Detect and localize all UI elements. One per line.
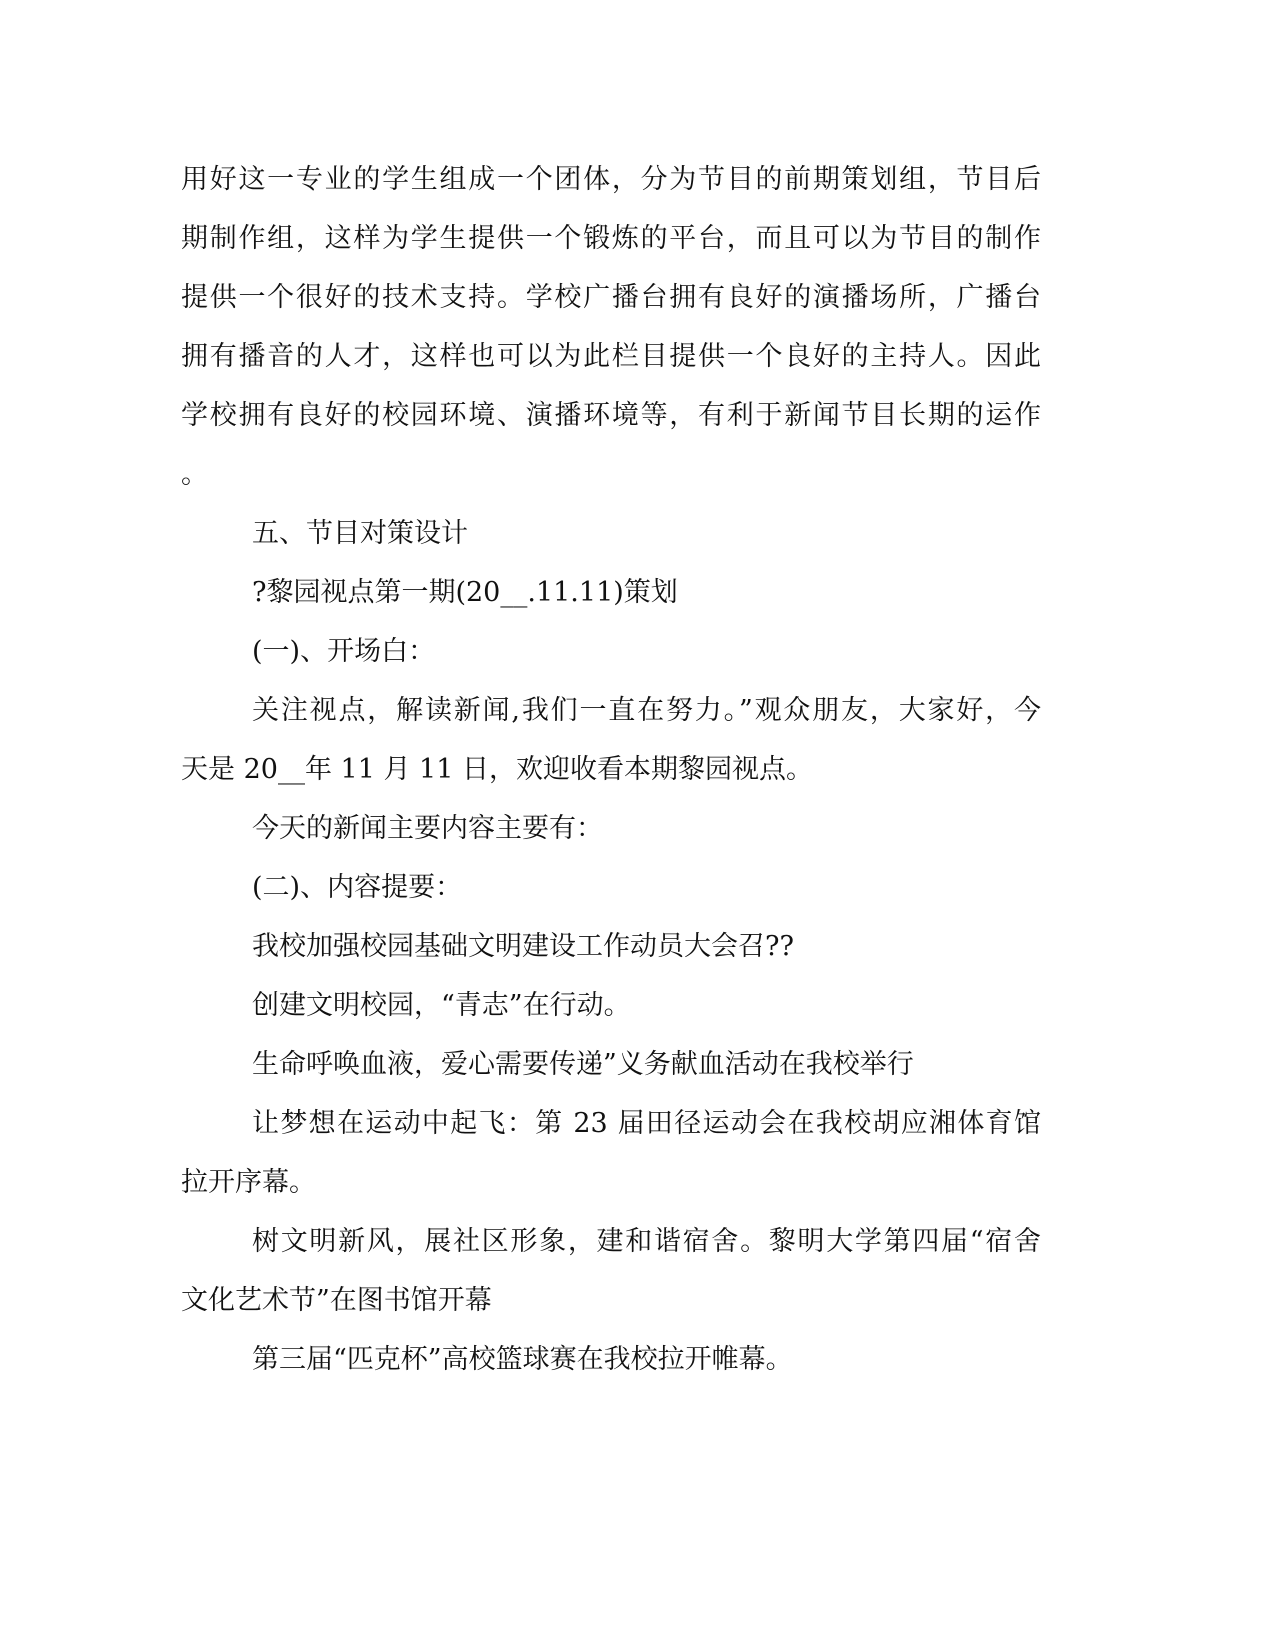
paragraph-line: 期制作组，这样为学生提供一个锻炼的平台，而且可以为节目的制作 — [181, 223, 1041, 254]
opening-text-line: 天是 20__年 11 月 11 日，欢迎收看本期黎园视点。 — [181, 754, 813, 785]
plan-title: ?黎园视点第一期(20__.11.11)策划 — [252, 577, 678, 608]
news-item-continuation: 拉开序幕。 — [181, 1167, 316, 1198]
section-heading: 五、节目对策设计 — [252, 518, 468, 549]
paragraph-line: 。 — [181, 459, 208, 490]
news-item: 树文明新风，展社区形象，建和谐宿舍。黎明大学第四届“宿舍 — [252, 1226, 1041, 1257]
paragraph-line: 拥有播音的人才，这样也可以为此栏目提供一个良好的主持人。因此 — [181, 341, 1041, 372]
news-item: 让梦想在运动中起飞：第 23 届田径运动会在我校胡应湘体育馆 — [252, 1108, 1041, 1139]
news-item: 第三届“匹克杯”高校篮球赛在我校拉开帷幕。 — [252, 1344, 793, 1375]
news-item: 我校加强校园基础文明建设工作动员大会召?? — [252, 931, 794, 962]
paragraph-line: 提供一个很好的技术支持。学校广播台拥有良好的演播场所，广播台 — [181, 282, 1041, 313]
news-item: 创建文明校园，“青志”在行动。 — [252, 990, 631, 1021]
paragraph-line: 学校拥有良好的校园环境、演播环境等，有利于新闻节目长期的运作 — [181, 400, 1041, 431]
today-news-intro: 今天的新闻主要内容主要有： — [252, 813, 603, 844]
news-item: 生命呼唤血液，爱心需要传递”义务献血活动在我校举行 — [252, 1049, 914, 1080]
paragraph-line: 用好这一专业的学生组成一个团体，分为节目的前期策划组，节目后 — [181, 164, 1041, 195]
opening-heading: (一)、开场白： — [252, 636, 436, 667]
news-item-continuation: 文化艺术节”在图书馆开幕 — [181, 1285, 492, 1316]
opening-text-line: 关注视点，解读新闻,我们一直在努力。”观众朋友，大家好，今 — [252, 695, 1041, 726]
summary-heading: (二)、内容提要： — [252, 872, 463, 903]
